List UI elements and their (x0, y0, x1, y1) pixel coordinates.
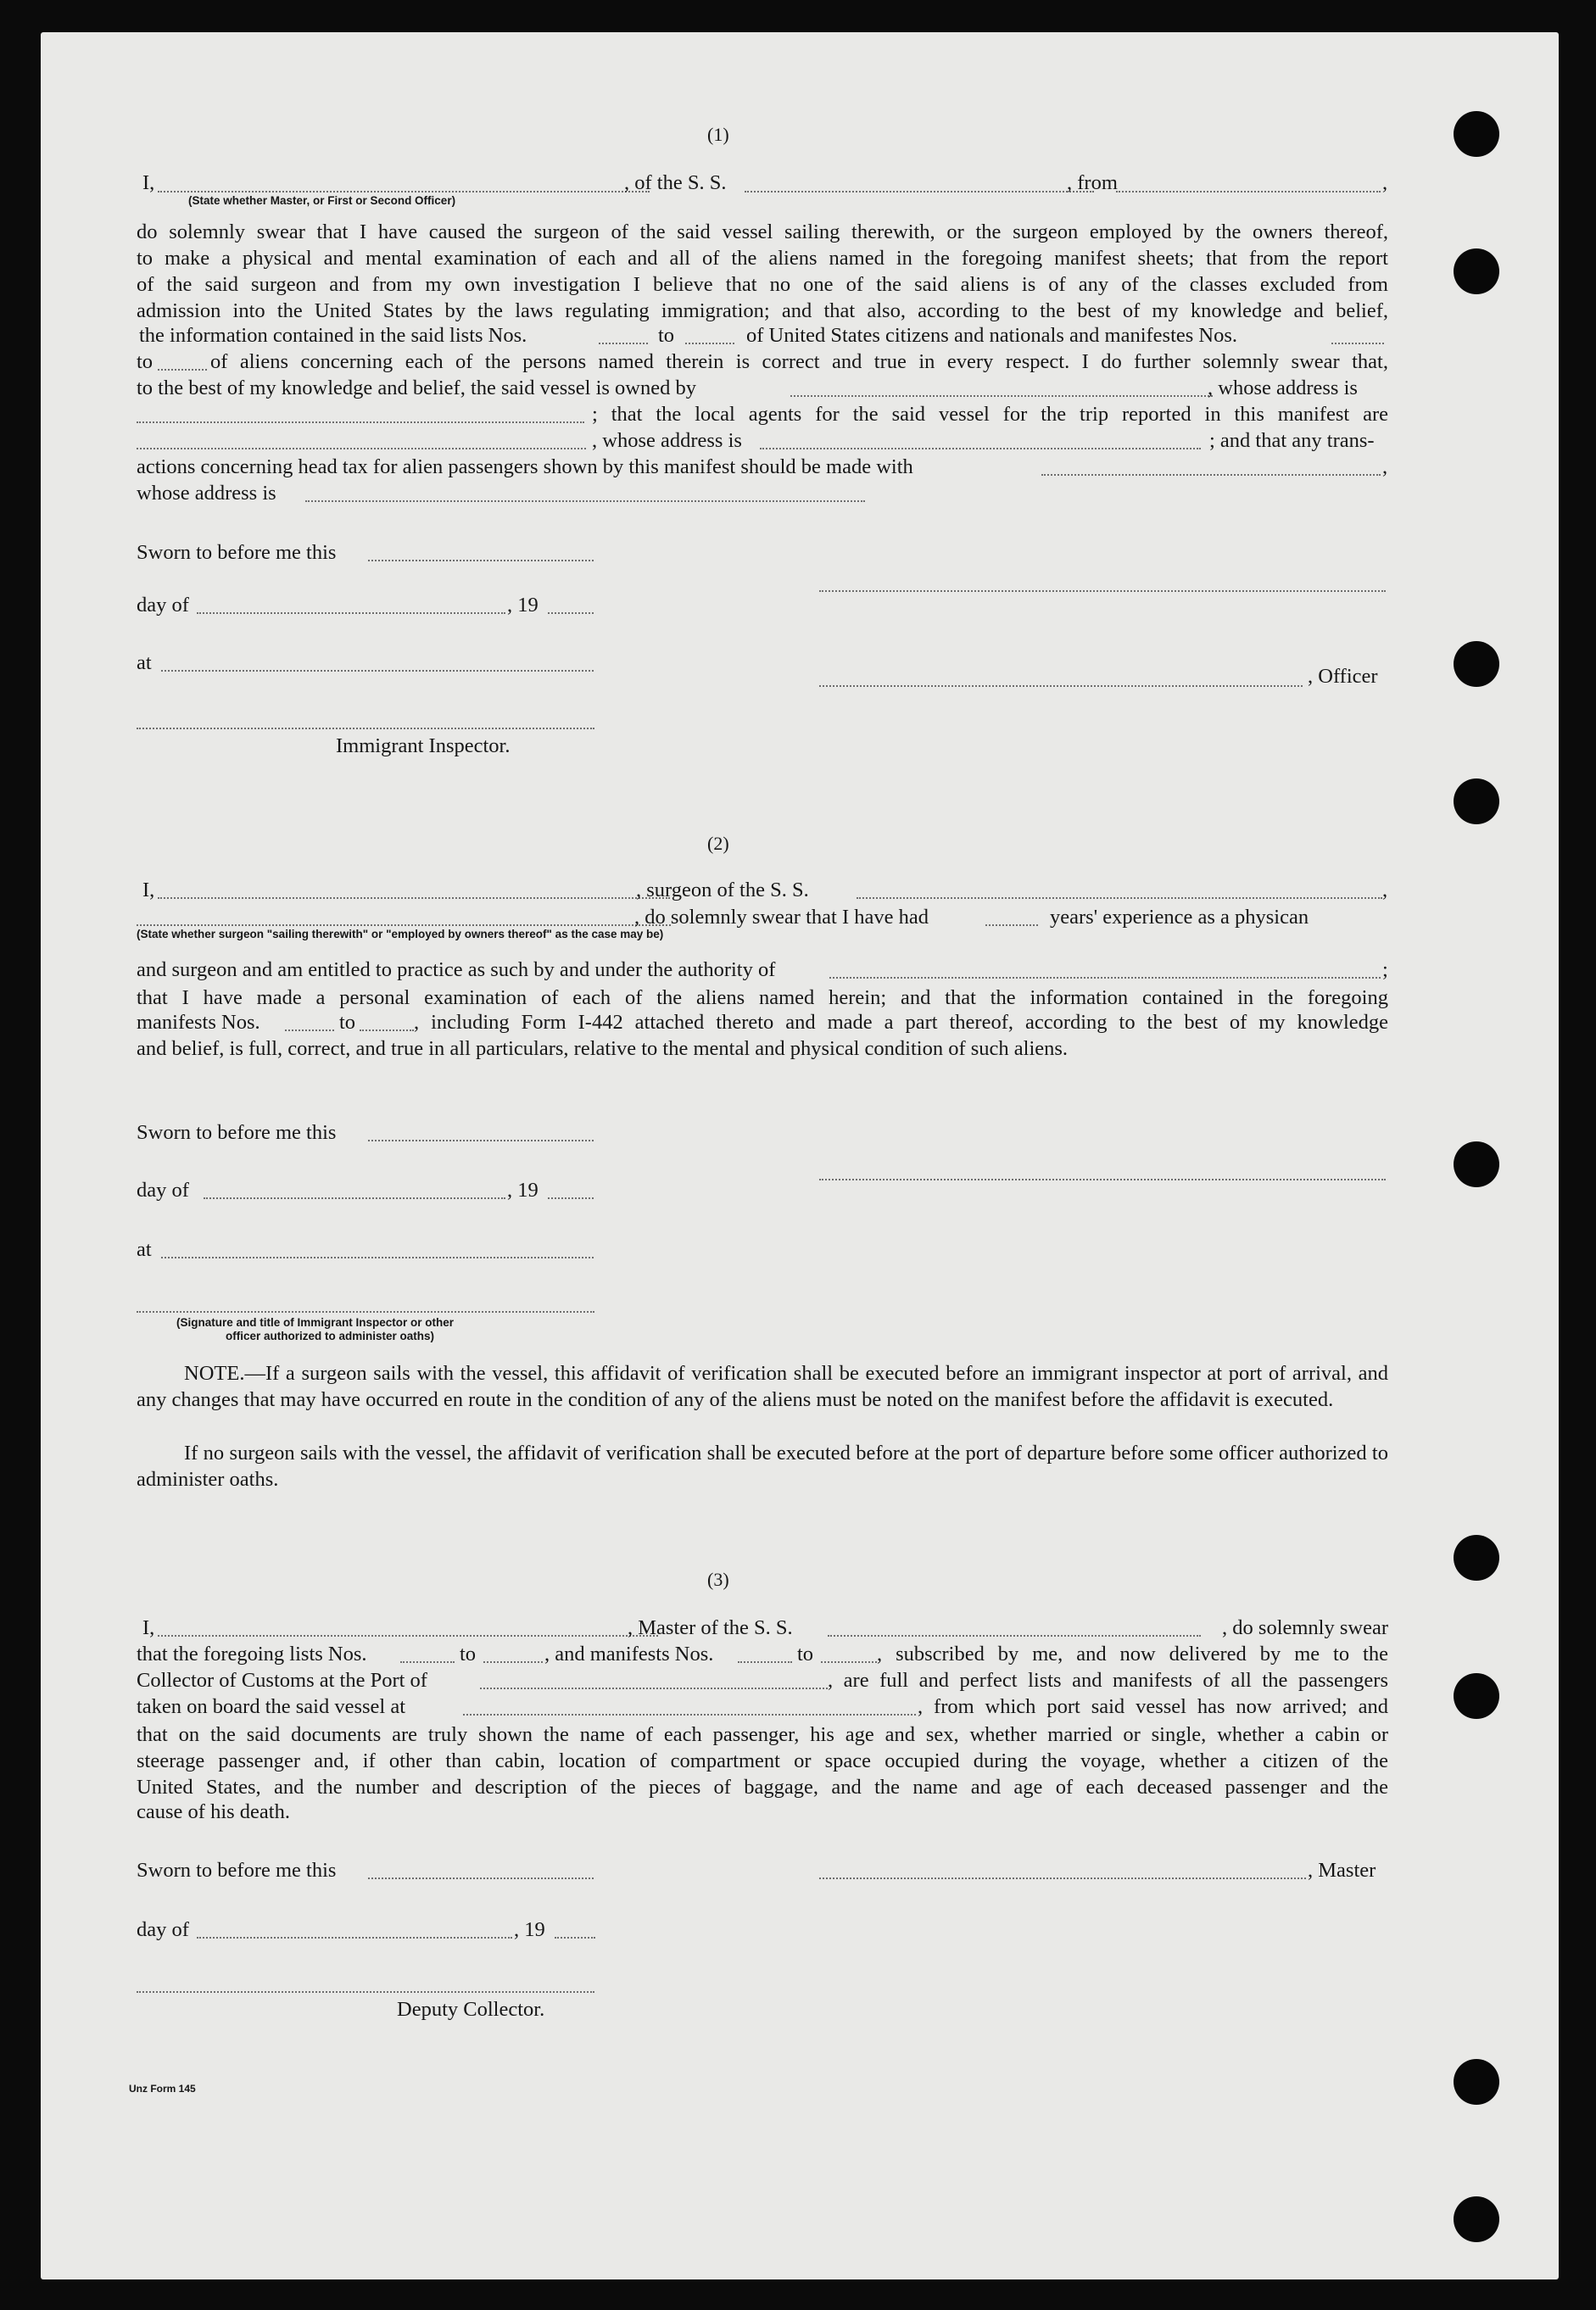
s2-manifests-from-field[interactable] (285, 1029, 334, 1031)
s2-surgeon: , surgeon of the S. S. (636, 879, 809, 901)
s2-day: day of (137, 1179, 189, 1202)
s3-line-5: that on the said documents are truly shown the name of each passenger, his age and sex, whether married or single, whether a cabin or (137, 1723, 1388, 1746)
s1-year: , 19 (507, 594, 539, 617)
s3-day: day of (137, 1918, 189, 1941)
s2-line-3: that I have made a personal examination of each of the aliens named herein; and that the information contained in the foregoing (137, 986, 1388, 1009)
s3-boarded-at-field[interactable] (463, 1714, 916, 1716)
punch-hole-2 (1454, 248, 1499, 294)
s2-sailing-type-field[interactable] (137, 924, 671, 926)
s1-l6-b: of aliens concerning each of the persons named therein is correct and true in every respect. I do further solemnly swear that, (210, 350, 1388, 373)
s2-l4-a: manifests Nos. (137, 1011, 260, 1034)
s2-signature-field[interactable] (819, 1179, 1386, 1180)
s1-headtax-address-field[interactable] (305, 500, 865, 502)
s3-port-field[interactable] (480, 1688, 828, 1689)
s3-swear: , do solemnly swear (1222, 1616, 1388, 1639)
s3-l3-a: Collector of Customs at the Port of (137, 1669, 427, 1692)
s2-i: I, (142, 879, 155, 901)
s2-surgeon-name-field[interactable] (158, 897, 670, 899)
punch-hole-5 (1454, 1141, 1499, 1187)
s2-at: at (137, 1238, 152, 1261)
s2-l2-b: ; (1382, 958, 1388, 981)
s1-l10-a: actions concerning head tax for alien passengers shown by this manifest should be made with (137, 455, 913, 478)
s3-l4-a: taken on board the said vessel at (137, 1695, 406, 1718)
s3-lists-from-field[interactable] (400, 1661, 455, 1663)
punch-hole-3 (1454, 641, 1499, 687)
s1-l5-c: of United States citizens and nationals and manifestes Nos. (746, 324, 1238, 347)
s3-master-name-field[interactable] (158, 1635, 658, 1637)
s3-sworn: Sworn to before me this (137, 1859, 337, 1882)
s2-sworn: Sworn to before me this (137, 1121, 337, 1144)
s1-agents-field[interactable] (137, 448, 586, 449)
section-2-number: (2) (707, 833, 729, 854)
s1-manifests-to-field[interactable] (158, 369, 207, 371)
s1-officer: , Officer (1308, 665, 1378, 688)
s2-years: years' experience as a physican (1050, 906, 1309, 929)
s1-sworn: Sworn to before me this (137, 541, 337, 564)
s2-caption2a: (Signature and title of Immigrant Inspector or other (176, 1316, 455, 1329)
s1-year-field[interactable] (548, 612, 594, 614)
s2-caption: (State whether surgeon "sailing therewith" or "employed by owners thereof" as the case may be) (137, 928, 664, 940)
s1-line-4: admission into the United States by the laws regulating immigration; and that also, according to the best of my knowledge and belief, (137, 299, 1388, 322)
s1-l11: whose address is (137, 482, 276, 505)
s3-line-6: steerage passenger and, if other than cabin, location of compartment or space occupied during the voyage, whether a citizen of the (137, 1749, 1388, 1772)
s3-l2-c: , and manifests Nos. (544, 1643, 714, 1666)
s1-headtax-field[interactable] (1041, 474, 1381, 476)
section-3-number: (3) (707, 1569, 729, 1590)
s2-vessel-field[interactable] (857, 897, 1382, 899)
s2-l2-a: and surgeon and am entitled to practice as such by and under the authority of (137, 958, 776, 981)
s1-manifests-from-field[interactable] (1331, 343, 1384, 344)
s3-l3-b: , are full and perfect lists and manifests of all the passengers (828, 1669, 1388, 1692)
s1-line-1: do solemnly swear that I have caused the surgeon of the said vessel sailing therewith, or the surgeon employed by the owners thereof, (137, 220, 1388, 243)
punch-hole-8 (1454, 2059, 1499, 2105)
s2-swear: , do solemnly swear that I have had (634, 906, 929, 929)
s3-line-7: United States, and the number and description of the pieces of baggage, and the name and age of each deceased passenger and the (137, 1776, 1388, 1799)
s2-l4-c: , including Form I-442 attached thereto and made a part thereof, according to the best of my knowledge (414, 1011, 1388, 1034)
manifest-back-page (41, 32, 1559, 2279)
s1-inspector-field[interactable] (137, 728, 594, 729)
s2-years-field[interactable] (985, 924, 1038, 926)
s3-sworn-field[interactable] (368, 1878, 594, 1879)
s1-at: at (137, 651, 152, 674)
s2-caption2b: officer authorized to administer oaths) (226, 1330, 435, 1342)
s3-l2-a: that the foregoing lists Nos. (137, 1643, 367, 1666)
s2-manifests-to-field[interactable] (360, 1029, 414, 1031)
s3-master-signature-field[interactable] (819, 1878, 1306, 1879)
punch-hole-6 (1454, 1535, 1499, 1581)
s1-ss: , of the S. S. (624, 171, 727, 194)
punch-hole-4 (1454, 778, 1499, 824)
s1-from: , from (1067, 171, 1118, 194)
s3-lists-to-field[interactable] (483, 1661, 543, 1663)
s3-manifests-from-field[interactable] (738, 1661, 792, 1663)
s2-inspector-field[interactable] (137, 1311, 594, 1313)
s2-comma: , (1382, 879, 1388, 901)
s1-from-field[interactable] (1116, 191, 1381, 192)
s1-l7-a: to the best of my knowledge and belief, the said vessel is owned by (137, 377, 696, 399)
s1-at-field[interactable] (161, 670, 594, 672)
s1-l10-b: , (1382, 455, 1388, 478)
s3-master-label: , Master (1308, 1859, 1376, 1882)
s3-l2-e: , subscribed by me, and now delivered by me to the (877, 1643, 1388, 1666)
s1-officer-caption: (State whether Master, or First or Second Officer) (188, 194, 456, 207)
punch-hole-9 (1454, 2196, 1499, 2242)
s3-year-field[interactable] (555, 1937, 595, 1939)
s1-agents-address-field[interactable] (760, 448, 1201, 449)
s1-owner-address-field[interactable] (137, 421, 584, 423)
s3-l2-b: to (460, 1643, 477, 1666)
s1-sworn-field[interactable] (368, 560, 594, 561)
s1-l5-b: to (658, 324, 675, 347)
form-id: Unz Form 145 (129, 2083, 196, 2095)
s1-comma: , (1382, 171, 1388, 194)
s1-vessel-field[interactable] (745, 191, 1094, 192)
s1-owner-field[interactable] (790, 395, 1213, 397)
s1-l9-b: ; and that any trans- (1209, 429, 1375, 452)
s1-day-field[interactable] (197, 612, 505, 614)
s2-year: , 19 (507, 1179, 539, 1202)
punch-hole-1 (1454, 111, 1499, 157)
s1-l5-a: the information contained in the said lists Nos. (139, 324, 527, 347)
s3-day-field[interactable] (197, 1937, 512, 1939)
section-1-number: (1) (707, 124, 729, 145)
s2-authority-field[interactable] (829, 977, 1381, 979)
s2-l4-b: to (339, 1011, 356, 1034)
s1-line-2: to make a physical and mental examination of each and all of the aliens named in the foregoing manifest sheets; that from the report (137, 247, 1388, 270)
s2-sworn-field[interactable] (368, 1140, 594, 1141)
s2-note: NOTE.—If a surgeon sails with the vessel, this affidavit of verification shall be executed before an immigrant inspector at port of arrival, and any changes that may have occurred en route in the condition of any of the aliens must be noted on the manifest before the affidavit is executed. (137, 1362, 1388, 1412)
s3-collector-field[interactable] (137, 1991, 594, 1993)
s2-day-field[interactable] (204, 1197, 505, 1199)
s3-i: I, (142, 1616, 155, 1639)
s1-lists-from-field[interactable] (599, 343, 648, 344)
s1-officer-signature-field[interactable] (819, 685, 1303, 687)
s1-i: I, (142, 171, 155, 194)
s2-at-field[interactable] (161, 1257, 594, 1258)
s3-collector: Deputy Collector. (397, 1998, 545, 2021)
s1-line-3: of the said surgeon and from my own investigation I believe that no one of the said aliens is of any of the classes excluded from (137, 273, 1388, 296)
s1-l6-a: to (137, 350, 153, 373)
s3-manifests-to-field[interactable] (821, 1661, 877, 1663)
s2-note2: If no surgeon sails with the vessel, the affidavit of verification shall be executed before at the port of departure before some officer authorized to administer oaths. (137, 1442, 1388, 1492)
s2-line-5: and belief, is full, correct, and true in all particulars, relative to the mental and physical condition of such aliens. (137, 1037, 1069, 1060)
s1-inspector: Immigrant Inspector. (336, 734, 511, 757)
s1-officer-field[interactable] (158, 191, 650, 192)
s1-l8-a: ; that the local agents for the said vessel for the trip reported in this manifest are (592, 403, 1388, 426)
s2-year-field[interactable] (548, 1197, 594, 1199)
s3-vessel-field[interactable] (828, 1635, 1201, 1637)
s3-year: , 19 (514, 1918, 545, 1941)
s1-day: day of (137, 594, 189, 617)
s3-l2-d: to (797, 1643, 814, 1666)
punch-hole-7 (1454, 1673, 1499, 1719)
s3-l4-b: , from which port said vessel has now arrived; and (918, 1695, 1388, 1718)
s1-l7-b: , whose address is (1208, 377, 1358, 399)
s1-lists-to-field[interactable] (685, 343, 734, 344)
s1-l9-a: , whose address is (592, 429, 742, 452)
s1-signature-field[interactable] (819, 590, 1386, 592)
s3-line-8: cause of his death. (137, 1800, 290, 1823)
s3-master: , Master of the S. S. (628, 1616, 793, 1639)
